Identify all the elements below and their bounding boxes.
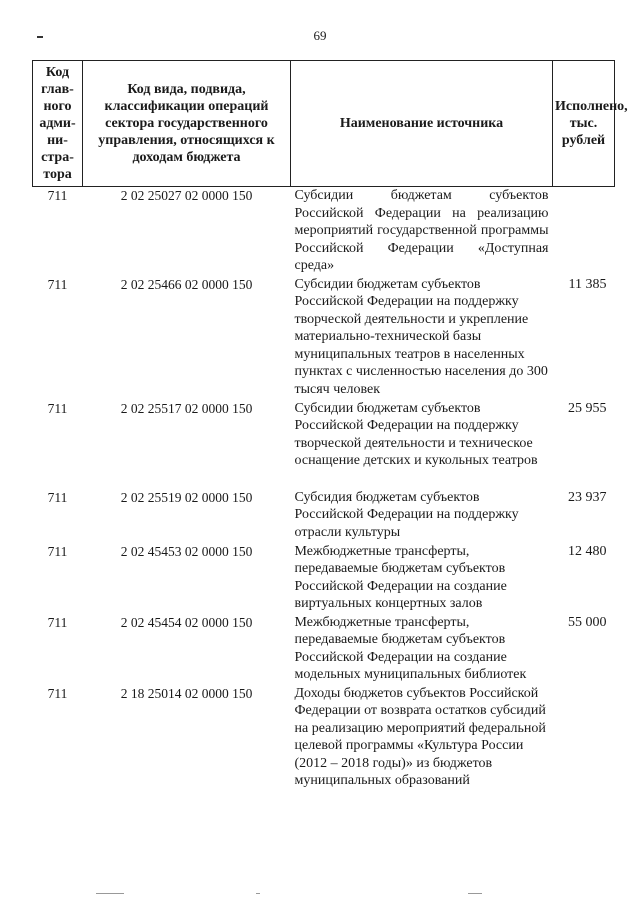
header-admin-code: Код глав-ного адми-ни-стра-тора [33,61,83,187]
table-row [33,187,615,276]
scan-footer-marks [0,893,640,897]
table-row [33,276,615,400]
executed-amount-cell: 23 937 [568,489,607,505]
executed-amount-cell [553,187,615,276]
table-header-row [33,61,615,187]
admin-code-cell: 711 [47,685,68,701]
source-name-cell: Межбюджетные трансферты, передаваемые бюджетам субъектов Российской Федерации на создание модельных муниципальных библиотек [294,614,527,682]
executed-amount-cell [553,685,615,809]
table-row [33,400,615,489]
revenue-sources-table [32,60,628,809]
classification-code-cell: 2 02 25466 02 0000 150 [120,276,253,292]
executed-amount-cell: 25 955 [568,400,607,416]
classification-code-cell: 2 18 25014 02 0000 150 [120,685,253,701]
classification-code-cell: 2 02 25517 02 0000 150 [120,400,253,416]
scan-mark [37,36,43,38]
admin-code-cell: 711 [47,400,68,416]
source-name-cell: Межбюджетные трансферты, передаваемые бюджетам субъектов Российской Федерации на создание виртуальных концертных залов [294,543,507,611]
admin-code-cell: 711 [47,489,68,505]
table-row [33,543,615,614]
admin-code-cell: 711 [47,614,68,630]
executed-amount-cell: 11 385 [568,276,607,292]
executed-amount-cell: 12 480 [568,543,607,559]
table-row [33,489,615,543]
executed-amount-cell: 55 000 [568,614,607,630]
page-number: 69 [313,28,327,43]
admin-code-cell: 711 [47,188,68,203]
classification-code-cell: 2 02 25027 02 0000 150 [120,188,253,203]
admin-code-cell: 711 [47,276,68,292]
table-row [33,614,615,685]
table-row [33,685,615,809]
header-classification-code: Код вида, подвида, классификации операций сектора государственного управления, относящихся к доходам бюджета [83,61,291,187]
source-name-cell: Субсидии бюджетам субъектов Российской Федерации на поддержку творческой деятельности и техническое оснащение детских и кукольных театров [294,400,538,468]
header-source-name: Наименование источника [291,61,553,187]
admin-code-cell: 711 [47,543,68,559]
classification-code-cell: 2 02 45453 02 0000 150 [120,543,253,559]
source-name-cell: Доходы бюджетов субъектов Российской Федерации от возврата остатков субсидий на реализацию мероприятий федеральной целевой программы «Культура России (2012 – 2018 годы)» из бюджетов муниципальных образований [294,685,546,788]
source-name-cell: Субсидии бюджетам субъектов Российской Федерации на реализацию мероприятий государственной программы Российской Федерации «Доступная среда» [294,188,549,273]
source-name-cell: Субсидия бюджетам субъектов Российской Федерации на поддержку отрасли культуры [294,489,519,540]
header-executed: Исполнено, тыс. рублей [553,61,615,187]
classification-code-cell: 2 02 25519 02 0000 150 [120,489,253,505]
classification-code-cell: 2 02 45454 02 0000 150 [120,614,253,630]
source-name-cell: Субсидии бюджетам субъектов Российской Федерации на поддержку творческой деятельности и укрепление материально-технической базы муниципальных театров в населенных пунктах с численностью населения до 300 тысяч человек [294,276,548,397]
